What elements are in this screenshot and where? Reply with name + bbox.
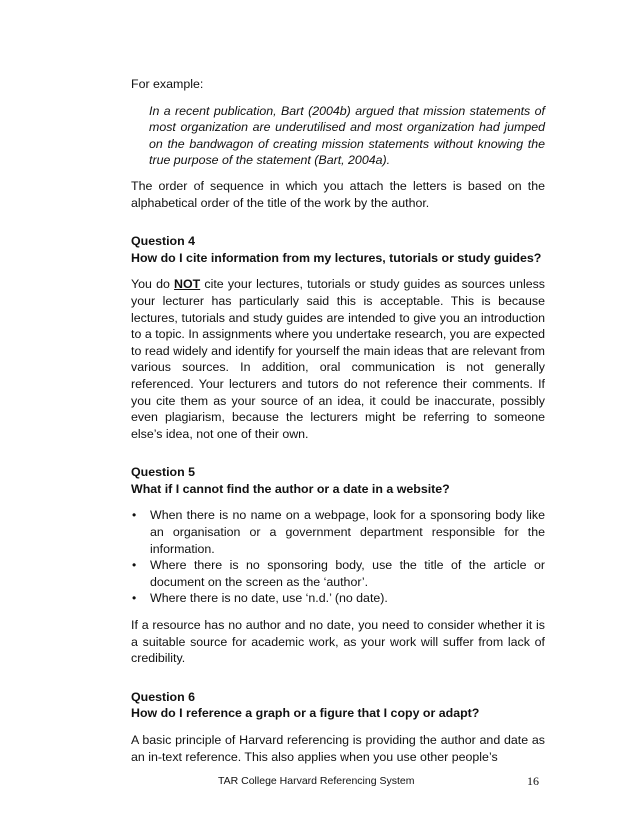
list-item (131, 557, 545, 590)
question-4-heading: Question 4 (131, 234, 196, 249)
question-5-title: What if I cannot find the author or a date in a website? (131, 481, 450, 496)
list-item-text: Where there is no date, use ‘n.d.’ (no date). (150, 591, 388, 606)
bullet-icon: • (132, 508, 137, 523)
question-4-body-emphasis: NOT (174, 277, 201, 292)
bullet-icon: • (132, 591, 137, 606)
example-quote: In a recent publication, Bart (2004b) argued that mission statements of most organization are underutilised and most organization had jumped on the bandwagon of creating mission statements without knowing the true purpose of the statement (Bart, 2004a). (149, 103, 545, 168)
list-item-text: When there is no name on a webpage, look for a sponsoring body like an organisation or a government department responsible for the information. (150, 508, 545, 556)
question-4-title: How do I cite information from my lectures, tutorials or study guides? (131, 250, 542, 265)
list-item (131, 507, 545, 557)
question-4-body-rest: cite your lectures, tutorials or study guides as sources unless your lecturer has particularly said this is acceptable. This is because lectures, tutorials and study guides are intended to give you an introduction to a topic. In assignments where you undertake research, you are expected to read widely and identify for yourself the main ideas that are relevant from various sources. In addition, oral communication is not generally referenced. Your lecturers and tutors do not reference their comments. If you cite them as your source of an idea, it could be inaccurate, possibly even plagiarism, because the lecturers might be referring to someone else’s idea, not one of their own. (131, 277, 545, 441)
question-5-bullet-list (131, 507, 545, 607)
example-intro: For example: (131, 77, 204, 91)
question-4-body-start: You do (131, 277, 175, 292)
order-paragraph: The order of sequence in which you attach the letters is based on the alphabetical order of the title of the work by the author. (131, 178, 545, 210)
question-6-title: How do I reference a graph or a figure that I copy or adapt? (131, 706, 480, 721)
list-item-text: Where there is no sponsoring body, use the title of the article or document on the screen as the ‘author’. (150, 558, 545, 589)
page-number: 16 (527, 774, 539, 788)
page-content (131, 76, 545, 775)
question-5-body: If a resource has no author and no date, you need to consider whether it is a suitable source for academic work, as your work will suffer from lack of credibility. (131, 618, 545, 666)
question-5-heading: Question 5 (131, 465, 196, 480)
footer-title: TAR College Harvard Referencing System (218, 775, 415, 787)
question-4-body (131, 276, 545, 442)
question-6-heading: Question 6 (131, 689, 196, 704)
question-6-body: A basic principle of Harvard referencing is providing the author and date as an in-text reference. This also applies when you use other people’s (131, 733, 545, 764)
bullet-icon: • (132, 558, 137, 573)
list-item (131, 590, 545, 607)
